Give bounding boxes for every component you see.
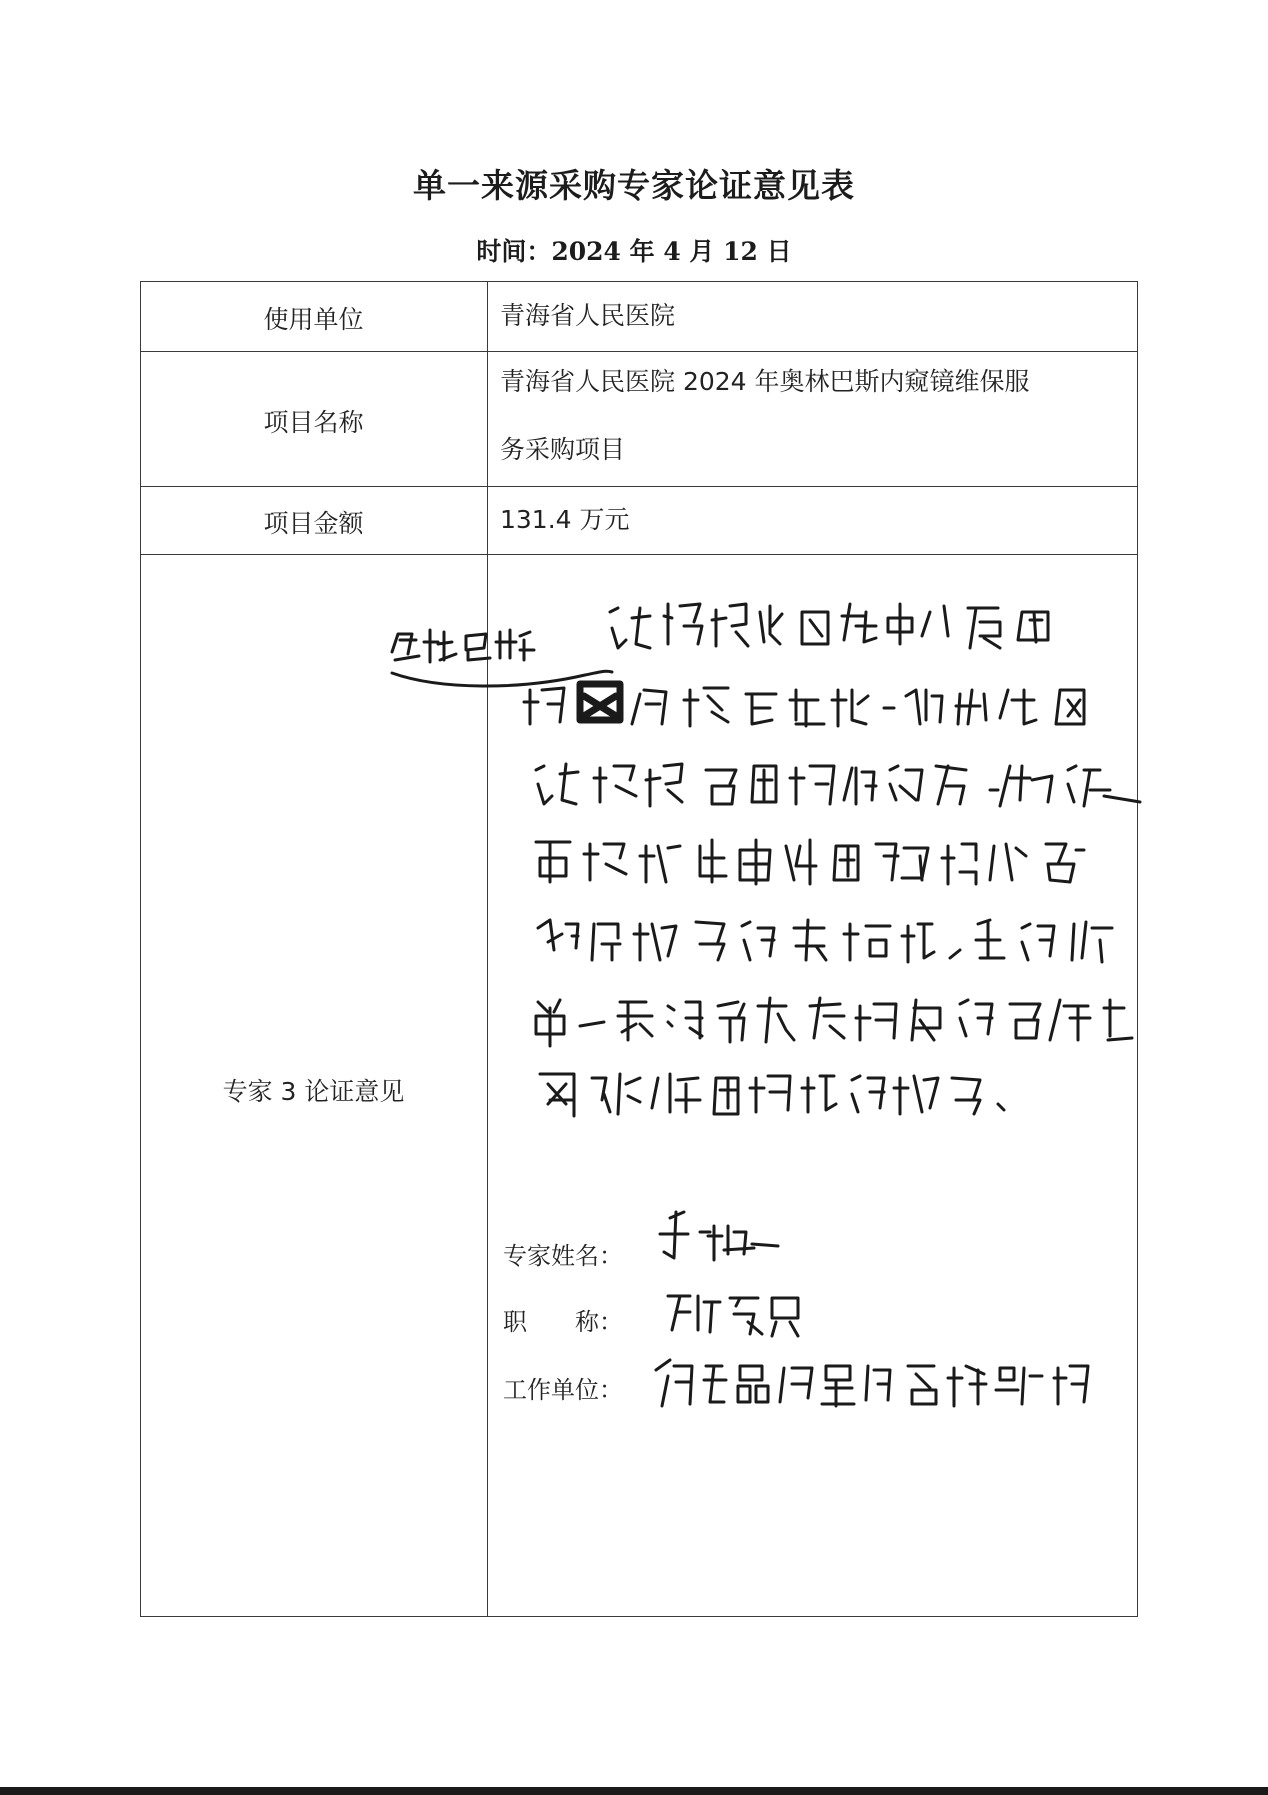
expert-title-label: 职 称： xyxy=(503,1308,623,1336)
value-project-name-line2: 务采购项目 xyxy=(500,435,626,464)
value-project-amount: 131.4 万元 xyxy=(500,505,630,534)
value-project-name-line1: 青海省人民医院 2024 年奥林巴斯内窥镜维保服 xyxy=(500,367,1030,396)
label-project-name: 项目名称 xyxy=(263,408,364,437)
scan-border xyxy=(0,1787,1268,1795)
label-project-amount: 项目金额 xyxy=(263,509,364,538)
label-expert-opinion: 专家 3 论证意见 xyxy=(222,1077,405,1106)
document-title: 单一来源采购专家论证意见表 xyxy=(413,166,855,205)
value-using-unit: 青海省人民医院 xyxy=(500,301,676,330)
date-line: 时间：2024 年 4 月 12 日 xyxy=(476,237,792,266)
label-using-unit: 使用单位 xyxy=(263,305,364,334)
work-unit-label: 工作单位： xyxy=(503,1376,623,1404)
expert-name-label: 专家姓名： xyxy=(503,1242,623,1270)
